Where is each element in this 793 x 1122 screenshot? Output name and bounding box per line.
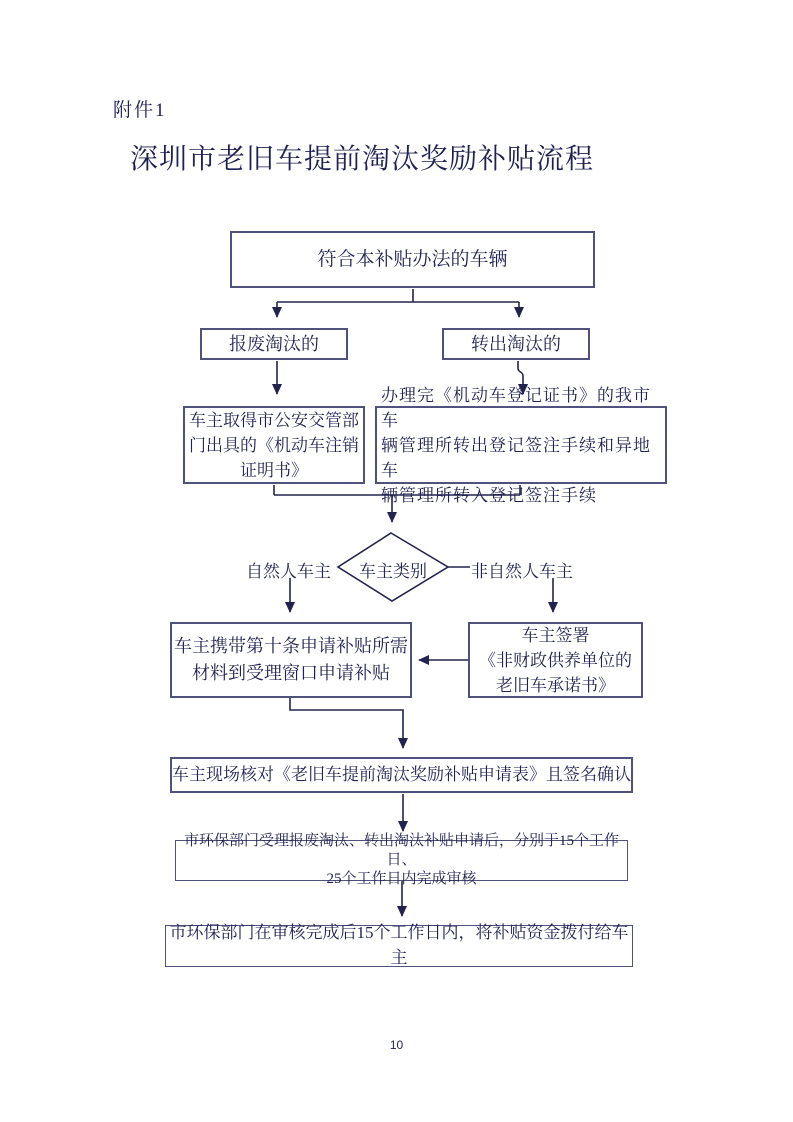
node-sign-commitment [468,622,643,698]
page-title: 深圳市老旧车提前淘汰奖励补贴流程 [129,144,594,175]
node-cancellation-certificate [183,406,365,484]
apply-line1: 车主携带第十条申请补贴所需 [174,636,408,656]
cancel-cert-line1: 车主取得市公安交管部 [189,410,359,430]
node-eligible-vehicles [230,231,595,288]
node-transferred-out-text: 转出淘汰的 [471,333,561,354]
node-verify-application-form [170,757,633,793]
commitment-line3: 老旧车承诺书》 [496,675,615,695]
transfer-proc-line2: 辆管理所转出登记签注手续和异地车 [381,435,651,480]
commitment-line1: 车主签署 [521,625,590,645]
branch-non-natural-person-label: 非自然人车主 [471,562,573,581]
attachment-label: 附件1 [113,100,167,121]
node-scrapped-text: 报废淘汰的 [229,333,319,354]
node-eligible-vehicles-text: 符合本补贴办法的车辆 [317,248,508,270]
node-scrapped [200,328,348,360]
verify-text: 车主现场核对《老旧车提前淘汰奖励补贴申请表》且签名确认 [172,764,631,784]
cancel-cert-line3: 证明书》 [240,460,308,480]
payment-text: 市环保部门在审核完成后15个工作日内，将补贴资金拨付给车主 [169,923,629,967]
connector-apply-elbow [290,698,403,748]
node-subsidy-payment [165,925,633,967]
review-line1: 市环保部门受理报废淘汰、转出淘汰补贴申请后，分别于15个工作日、 [183,833,619,868]
node-transfer-procedures [375,385,667,505]
apply-line2: 材料到受理窗口申请补贴 [192,663,390,683]
commitment-line2: 《非财政供养单位的 [479,650,632,670]
transfer-proc-line1: 办理完《机动车登记证书》的我市车 [381,385,651,430]
branch-natural-person-label: 自然人车主 [246,562,331,581]
node-transferred-out [442,328,590,360]
cancel-cert-line2: 门出具的《机动车注销 [189,435,359,455]
page-number: 10 [389,1038,404,1052]
node-review-by-epa [175,833,628,887]
review-line2: 25个工作日内完成审核 [326,871,477,887]
transfer-proc-line3: 辆管理所转入登记签注手续 [381,485,597,505]
node-apply-at-window [170,622,412,698]
decision-owner-type-label: 车主类别 [359,562,427,581]
